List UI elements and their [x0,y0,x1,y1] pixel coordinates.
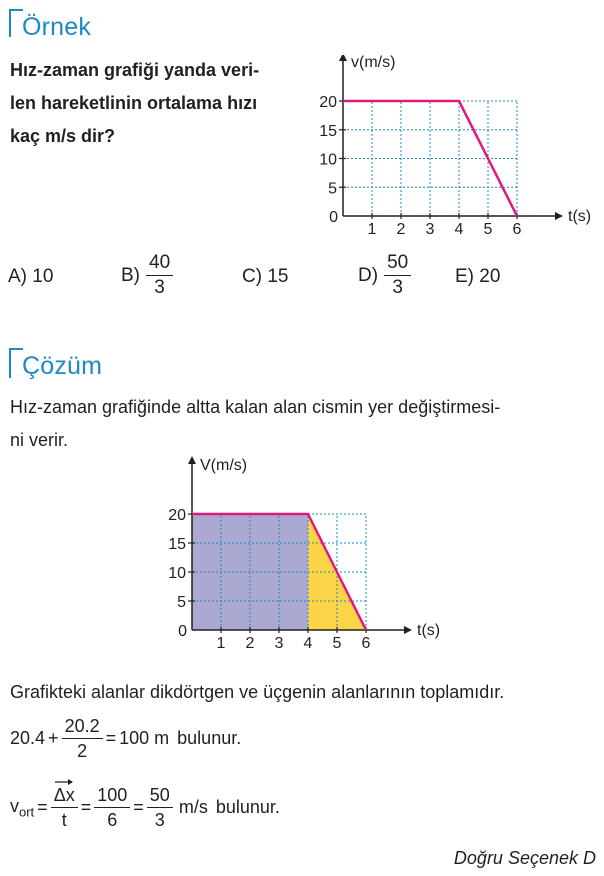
y-tick-label: 0 [329,209,338,226]
equation-displacement [10,714,241,763]
y-axis-arrow [188,456,196,464]
eq-v: $v_{ort}$ [10,795,35,820]
y-axis-label: V(m/s) [200,457,248,474]
correct-answer: Doğru Seçenek D [453,848,596,868]
area-sentence: Grafikteki alanlar dikdörtgen ve üçgenin alanlarının toplamıdır. [10,682,505,702]
equals-sign: = [105,728,117,748]
fraction-numerator: Δx [51,783,78,808]
option-e[interactable] [455,266,500,288]
option-value: 10 [32,266,54,287]
y-tick-label: 0 [178,623,187,640]
y-tick-label: 20 [319,94,337,111]
x-tick-label: 3 [274,635,284,652]
option-letter: A) [8,266,27,287]
x-tick-label: 2 [396,221,406,238]
question-line: kaç m/s dir? [10,126,116,146]
fraction-numerator: 40 [146,251,173,276]
option-letter: C) [242,266,263,287]
option-d[interactable] [358,251,411,300]
fraction-denominator: 2 [77,741,88,761]
eq-fraction-dx-t [51,783,78,832]
example-heading-mark [9,9,23,37]
x-tick-label: 6 [512,221,522,238]
vector-arrow-icon [53,778,75,786]
x-tick-label: 6 [361,635,371,652]
fraction-numerator: 100 [94,783,130,808]
example-heading: Örnek [22,13,92,41]
eq-fraction-50-3 [147,783,173,832]
plus-sign: + [48,728,59,748]
x-tick-label: 1 [216,635,226,652]
fraction-denominator: 3 [154,277,165,298]
option-fraction [384,251,411,300]
y-tick-label: 10 [319,151,337,169]
eq-v-sub: ort [19,804,35,820]
question-text [10,54,310,153]
x-axis-arrow [555,212,563,220]
x-tick-label: 4 [303,635,313,652]
option-a[interactable] [8,266,53,288]
y-tick-label: 20 [168,507,186,524]
y-tick-label: 15 [319,122,337,140]
eq-fraction-100-6 [94,783,130,832]
y-tick-label: 10 [168,565,186,582]
option-fraction [146,251,173,300]
eq-tail: bulunur. [177,728,242,748]
option-b[interactable] [121,251,173,300]
eq-unit: m/s [178,797,208,817]
x-tick-label: 3 [425,221,435,238]
fraction-denominator: 3 [154,810,165,830]
y-tick-label: 15 [168,536,186,553]
y-axis-arrow [339,55,347,61]
fraction-denominator: 6 [107,810,118,830]
intro-line: Hız-zaman grafiğinde altta kalan alan cismin yer değiştirmesi- [10,397,501,417]
x-axis-label: t(s) [417,622,441,639]
x-tick-label: 5 [483,221,493,238]
intro-line: ni verir. [10,430,69,450]
x-tick-label: 5 [332,635,342,652]
eq-tail: bulunur. [215,797,280,817]
equation-average-velocity [10,783,280,832]
fraction-numerator: 50 [147,783,173,808]
fraction-denominator: t [61,810,67,830]
x-axis-arrow [404,626,412,634]
x-tick-label: 2 [245,635,255,652]
y-tick-label: 5 [177,594,186,611]
example-velocity-time-graph [305,55,604,240]
solution-velocity-time-graph [150,455,450,655]
x-tick-label: 4 [454,221,464,238]
solution-heading-mark [9,348,23,378]
fraction-numerator: 20.2 [62,714,103,739]
option-value: 15 [267,266,289,287]
y-axis-label: v(m/s) [351,55,396,71]
option-c[interactable] [242,266,288,288]
eq-fraction [62,714,103,763]
option-letter: D) [358,264,379,286]
eq-result: 100 m [119,728,170,748]
y-tick-label: 5 [328,180,337,198]
option-value: 20 [479,266,501,287]
eq-term: 20.4 [10,728,46,748]
option-letter: E) [455,266,474,287]
solution-heading: Çözüm [22,352,103,380]
solution-intro [10,391,600,457]
x-axis-label: t(s) [568,208,592,225]
fraction-numerator: 50 [384,251,411,276]
equals-sign: = [37,797,48,817]
equals-sign: = [133,797,144,817]
equals-sign: = [80,797,92,817]
question-line: len hareketlinin ortalama hızı [10,93,258,113]
option-letter: B) [121,264,140,286]
x-tick-label: 1 [367,221,377,238]
question-line: Hız-zaman grafiği yanda veri- [10,60,260,80]
fraction-denominator: 3 [392,277,403,298]
